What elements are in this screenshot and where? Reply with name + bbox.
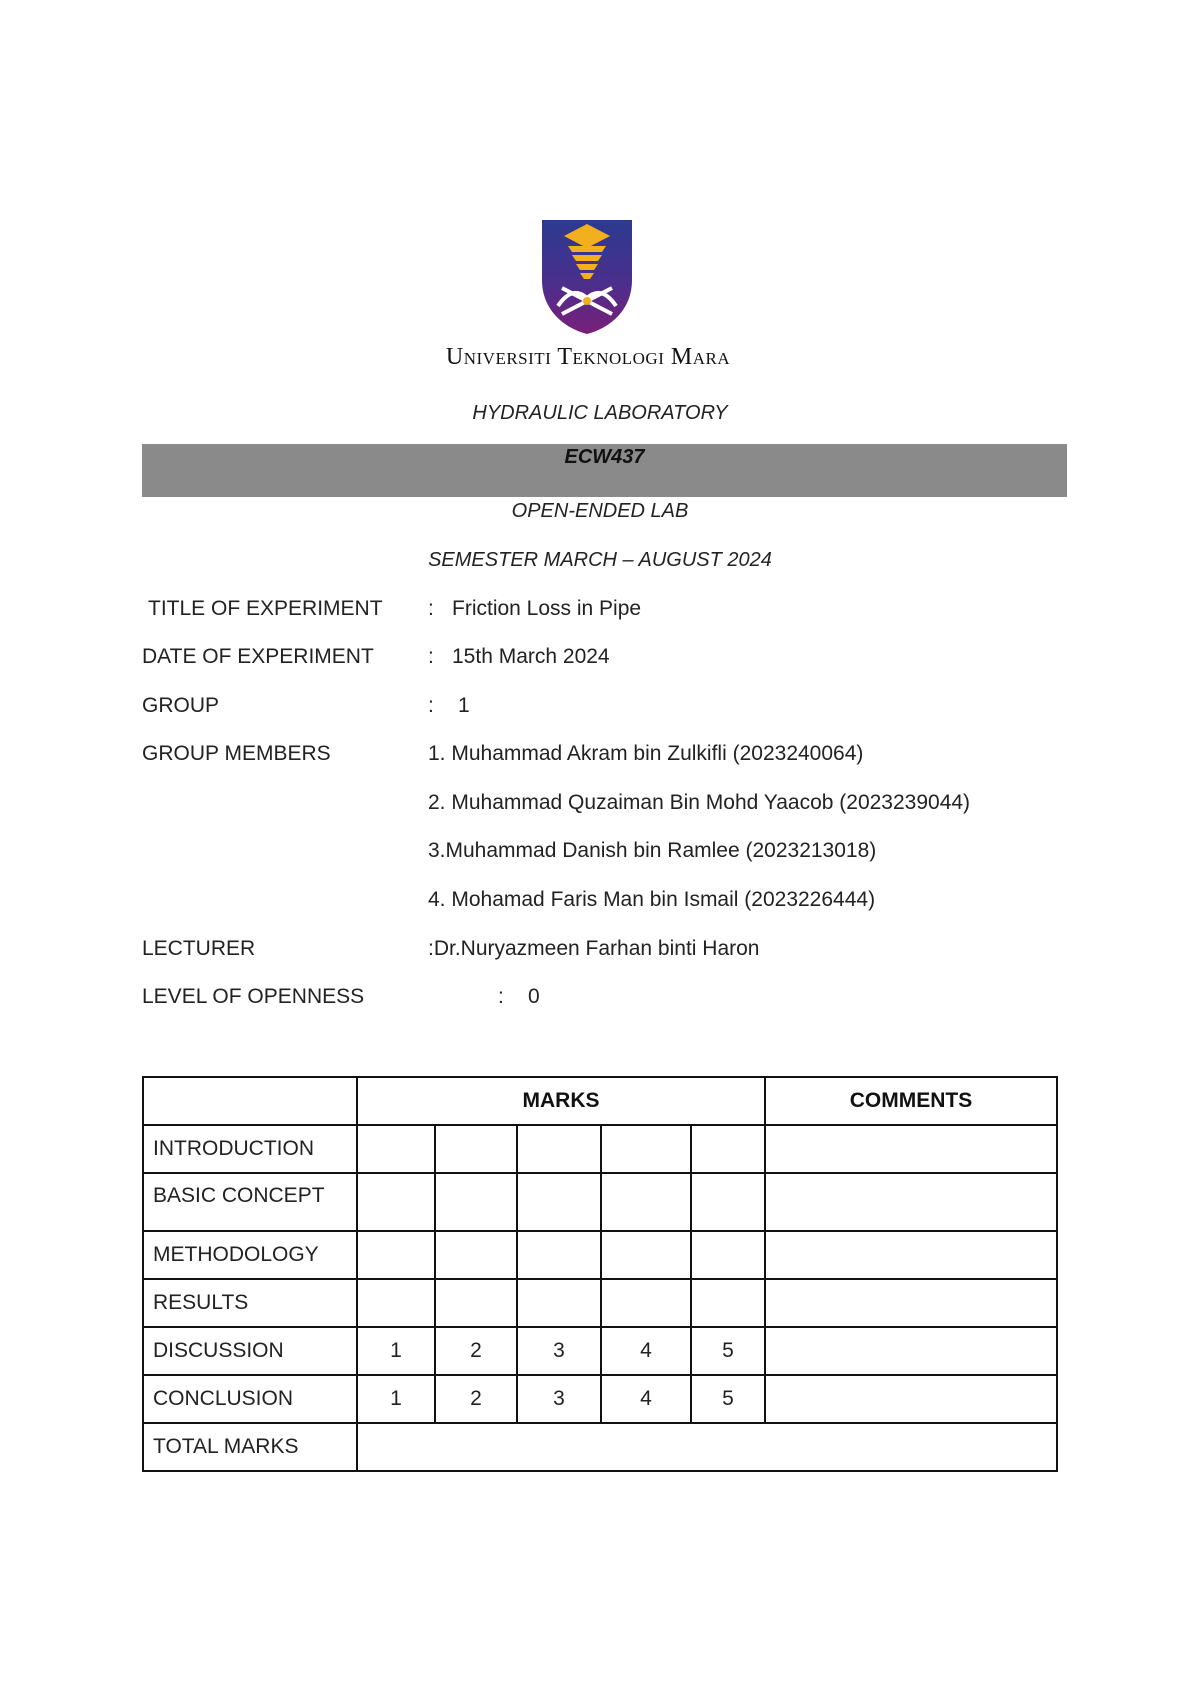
score-cell: 1 [357, 1327, 435, 1375]
score-cell: 5 [691, 1327, 765, 1375]
date-value: 15th March 2024 [452, 645, 610, 668]
row-label: CONCLUSION [143, 1375, 357, 1423]
group-separator: : [428, 694, 434, 717]
lecturer-value: :Dr.Nuryazmeen Farhan binti Haron [428, 937, 760, 960]
score-cell [601, 1279, 691, 1327]
members-label: GROUP MEMBERS [142, 742, 331, 765]
lab-type: OPEN-ENDED LAB [511, 500, 689, 522]
group-label: GROUP [142, 694, 220, 717]
marks-header: MARKS [357, 1077, 765, 1125]
table-row [143, 1125, 1057, 1173]
row-label: DISCUSSION [143, 1327, 357, 1375]
date-label: DATE OF EXPERIMENT [142, 645, 374, 668]
score-cell [357, 1173, 435, 1231]
header-blank-cell [143, 1077, 357, 1125]
score-cell [357, 1125, 435, 1173]
score-cell: 3 [517, 1327, 601, 1375]
member-2: 2. Muhammad Quzaiman Bin Mohd Yaacob (2023239044) [428, 791, 971, 814]
score-cell [691, 1125, 765, 1173]
comment-cell [765, 1125, 1057, 1173]
score-cell [435, 1173, 517, 1231]
uitm-crest-icon [540, 218, 634, 336]
openness-separator: : [498, 985, 504, 1008]
marks-header-row [143, 1077, 1057, 1125]
total-value-cell [357, 1423, 1057, 1471]
score-cell [517, 1173, 601, 1231]
total-label: TOTAL MARKS [143, 1423, 357, 1471]
score-cell [601, 1231, 691, 1279]
score-cell [435, 1279, 517, 1327]
member-1: 1. Muhammad Akram bin Zulkifli (2023240064) [428, 742, 864, 765]
score-cell [601, 1125, 691, 1173]
score-cell [357, 1231, 435, 1279]
comment-cell [765, 1327, 1057, 1375]
marks-table [142, 1076, 1058, 1472]
score-cell [435, 1125, 517, 1173]
table-row [143, 1327, 1057, 1375]
group-value: 1 [458, 694, 470, 717]
score-cell: 2 [435, 1327, 517, 1375]
course-code: ECW437 [564, 446, 645, 468]
score-cell: 4 [601, 1327, 691, 1375]
row-label: BASIC CONCEPT [143, 1173, 357, 1231]
comment-cell [765, 1279, 1057, 1327]
score-cell [691, 1173, 765, 1231]
table-row [143, 1279, 1057, 1327]
score-cell [517, 1231, 601, 1279]
university-name: Universiti Teknologi Mara [445, 344, 731, 370]
score-cell: 3 [517, 1375, 601, 1423]
comments-header: COMMENTS [765, 1077, 1057, 1125]
member-4: 4. Mohamad Faris Man bin Ismail (2023226444) [428, 888, 876, 911]
score-cell: 2 [435, 1375, 517, 1423]
lab-name: HYDRAULIC LABORATORY [472, 402, 728, 424]
score-cell [357, 1279, 435, 1327]
score-cell [691, 1279, 765, 1327]
score-cell [517, 1279, 601, 1327]
row-label: RESULTS [143, 1279, 357, 1327]
date-separator: : [428, 645, 434, 668]
score-cell: 5 [691, 1375, 765, 1423]
table-row [143, 1375, 1057, 1423]
openness-label: LEVEL OF OPENNESS [142, 985, 365, 1008]
table-row [143, 1231, 1057, 1279]
table-row [143, 1173, 1057, 1231]
semester: SEMESTER MARCH – AUGUST 2024 [428, 549, 772, 571]
score-cell [435, 1231, 517, 1279]
title-separator: : [428, 597, 434, 620]
total-row [143, 1423, 1057, 1471]
comment-cell [765, 1231, 1057, 1279]
title-label: TITLE OF EXPERIMENT [148, 597, 383, 620]
score-cell: 4 [601, 1375, 691, 1423]
row-label: INTRODUCTION [143, 1125, 357, 1173]
openness-value: 0 [528, 985, 540, 1008]
title-value: Friction Loss in Pipe [452, 597, 642, 620]
score-cell [601, 1173, 691, 1231]
row-label: METHODOLOGY [143, 1231, 357, 1279]
score-cell [517, 1125, 601, 1173]
comment-cell [765, 1375, 1057, 1423]
lecturer-label: LECTURER [142, 937, 256, 960]
score-cell: 1 [357, 1375, 435, 1423]
member-3: 3.Muhammad Danish bin Ramlee (2023213018) [428, 839, 877, 862]
comment-cell [765, 1173, 1057, 1231]
score-cell [691, 1231, 765, 1279]
